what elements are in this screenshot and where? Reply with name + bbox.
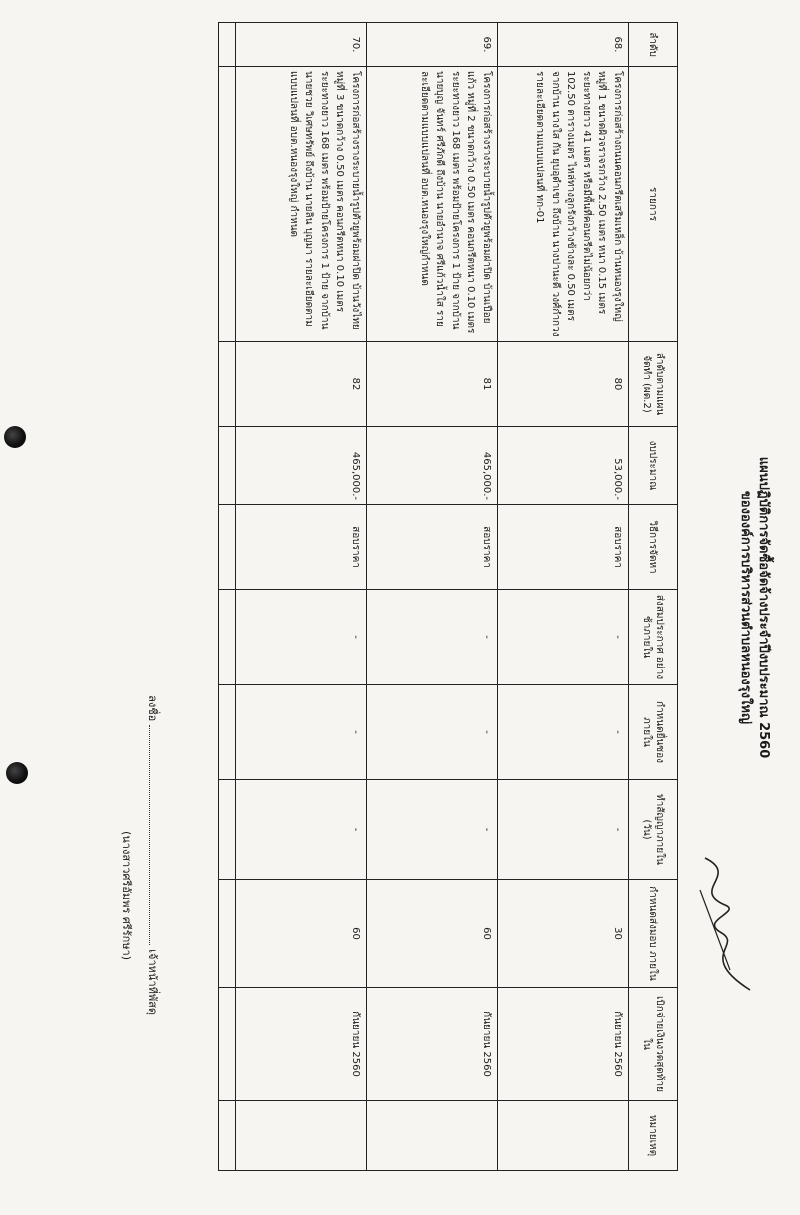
header-cell: ส่งสมประกาศ อย่างช้าภายใน — [629, 590, 678, 685]
cell-note — [498, 1101, 629, 1171]
cell-desc: โครงการก่อสร้างถนนคอนกรีตเสริมเหล็ก บ้านหนองรุงใหญ่ หมู่ที่ 1 ขนาดผิวจราจรกว้าง 2.50 เมตร หนา 0.15 เมตร ระยะทางยาว 41 เมตร หรือมีพื้นที่คอนกรีตไม่น้อยกว่า 102.50 ตารางเมตร ไหล่ทางลูกรังกว้างข้างละ 0.50 เมตร จากบ้าน นางใส กัน ยุบอุดำเขา ถึงบ้าน นางปานะดี วงศ์กำกวง รายละเอียดตามแบบแปลนที่ ทก-01 — [498, 67, 629, 342]
signatory-name: (นางสาวศรีอัมพร ศรีรักษา) — [120, 830, 133, 960]
document-subtitle: ขององค์การบริหารส่วนตำบลหนองรุงใหญ่ — [738, 490, 753, 725]
signature-role: เจ้าหน้าที่พัสดุ — [146, 949, 159, 1015]
cell-budget: 465,000.- — [236, 427, 367, 505]
document-header — [736, 0, 772, 1215]
cell-method: สอบราคา — [498, 505, 629, 590]
signature-block — [113, 695, 165, 1015]
cell-submit: - — [498, 685, 629, 780]
signature-label: ลงชื่อ — [146, 695, 159, 722]
cell-no: 69. — [367, 23, 498, 67]
cell-plan-no: 81 — [367, 342, 498, 427]
cell-submit: - — [367, 685, 498, 780]
cell-announce: - — [236, 590, 367, 685]
cell-method: สอบราคา — [367, 505, 498, 590]
table-row — [367, 23, 498, 1171]
cell-delivery: 60 — [236, 880, 367, 988]
procurement-plan-table — [218, 22, 678, 1171]
cell-note — [367, 1101, 498, 1171]
cell-contract: - — [498, 780, 629, 880]
cell-announce: - — [367, 590, 498, 685]
cell-no: 70. — [236, 23, 367, 67]
table-row-blank — [219, 23, 236, 1171]
cell-submit: - — [236, 685, 367, 780]
document-title: แผนปฏิบัติการจัดซื้อจัดจ้างประจำปีงบประมาณ 2560 — [756, 456, 771, 759]
cell-payment: กันยายน 2560 — [367, 988, 498, 1101]
cell-plan-no: 82 — [236, 342, 367, 427]
header-cell: หมายเหตุ — [629, 1101, 678, 1171]
cell-desc: โครงการก่อสร้างรางระบายน้ำรูปตัวยูพร้อมฝาปิด บ้านเปือยแก้ว หมู่ที่ 2 ขนาดกว้าง 0.50 เมตร คอนกรีตหนา 0.10 เมตร ระยะทางยาว 168 เมตร พร้อมป้ายโครงการ 1 ป้าย จากบ้าน นายบุญ จันทร์ ศรีภักดี ถึงบ้าน นายอำนาจ ศรีแก้วน้ำใส รายละเอียดตามแบบแปลนที่ อบต.หนองรุงใหญ่กำหนด — [367, 67, 498, 342]
cell-no: 68. — [498, 23, 629, 67]
cell-plan-no: 80 — [498, 342, 629, 427]
table-row — [498, 23, 629, 1171]
cell-contract: - — [367, 780, 498, 880]
header-cell: ลำดับตามแผน จัดทำ (ผด.2) — [629, 342, 678, 427]
cell-contract: - — [236, 780, 367, 880]
header-cell: เบิกจ่ายเงินงวดสุดท้าย ใน — [629, 988, 678, 1101]
signature-line — [139, 695, 165, 1015]
header-cell: กำหนดส่งมอบ ภายใน — [629, 880, 678, 988]
header-cell: กำหนดยื่นซอง ภายใน — [629, 685, 678, 780]
handwritten-signature — [680, 850, 760, 1000]
table-header-row — [629, 23, 678, 1171]
header-cell: ลำดับ — [629, 23, 678, 67]
cell-announce: - — [498, 590, 629, 685]
signature-dots — [149, 725, 150, 945]
cell-delivery: 30 — [498, 880, 629, 988]
header-cell: ทำสัญญาภายใน (วัน) — [629, 780, 678, 880]
cell-note — [236, 1101, 367, 1171]
cell-budget: 465,000.- — [367, 427, 498, 505]
header-cell: งบประมาณ — [629, 427, 678, 505]
cell-method: สอบราคา — [236, 505, 367, 590]
cell-desc: โครงการก่อสร้างรางระบายน้ำรูปตัวยูพร้อมฝาปิด บ้านวังไทย หมู่ที่ 3 ขนาดกว้าง 0.50 เมตร คอนกรีตหนา 0.10 เมตร ระยะทางยาว 168 เมตร พร้อมป้ายโครงการ 1 ป้าย จากบ้าน นายชวย วิเศษทรัพย์ ถึงบ้าน นายลิน บุญมา รายละเอียดตามแบบแปลนที่ อบต.หนองรุงใหญ่ กำหนด — [236, 67, 367, 342]
cell-payment: กันยายน 2560 — [498, 988, 629, 1101]
header-cell: รายการ — [629, 67, 678, 342]
cell-delivery: 60 — [367, 880, 498, 988]
cell-payment: กันยายน 2560 — [236, 988, 367, 1101]
table-row — [236, 23, 367, 1171]
header-cell: วิธีการจัดหา — [629, 505, 678, 590]
cell-budget: 53,000.- — [498, 427, 629, 505]
